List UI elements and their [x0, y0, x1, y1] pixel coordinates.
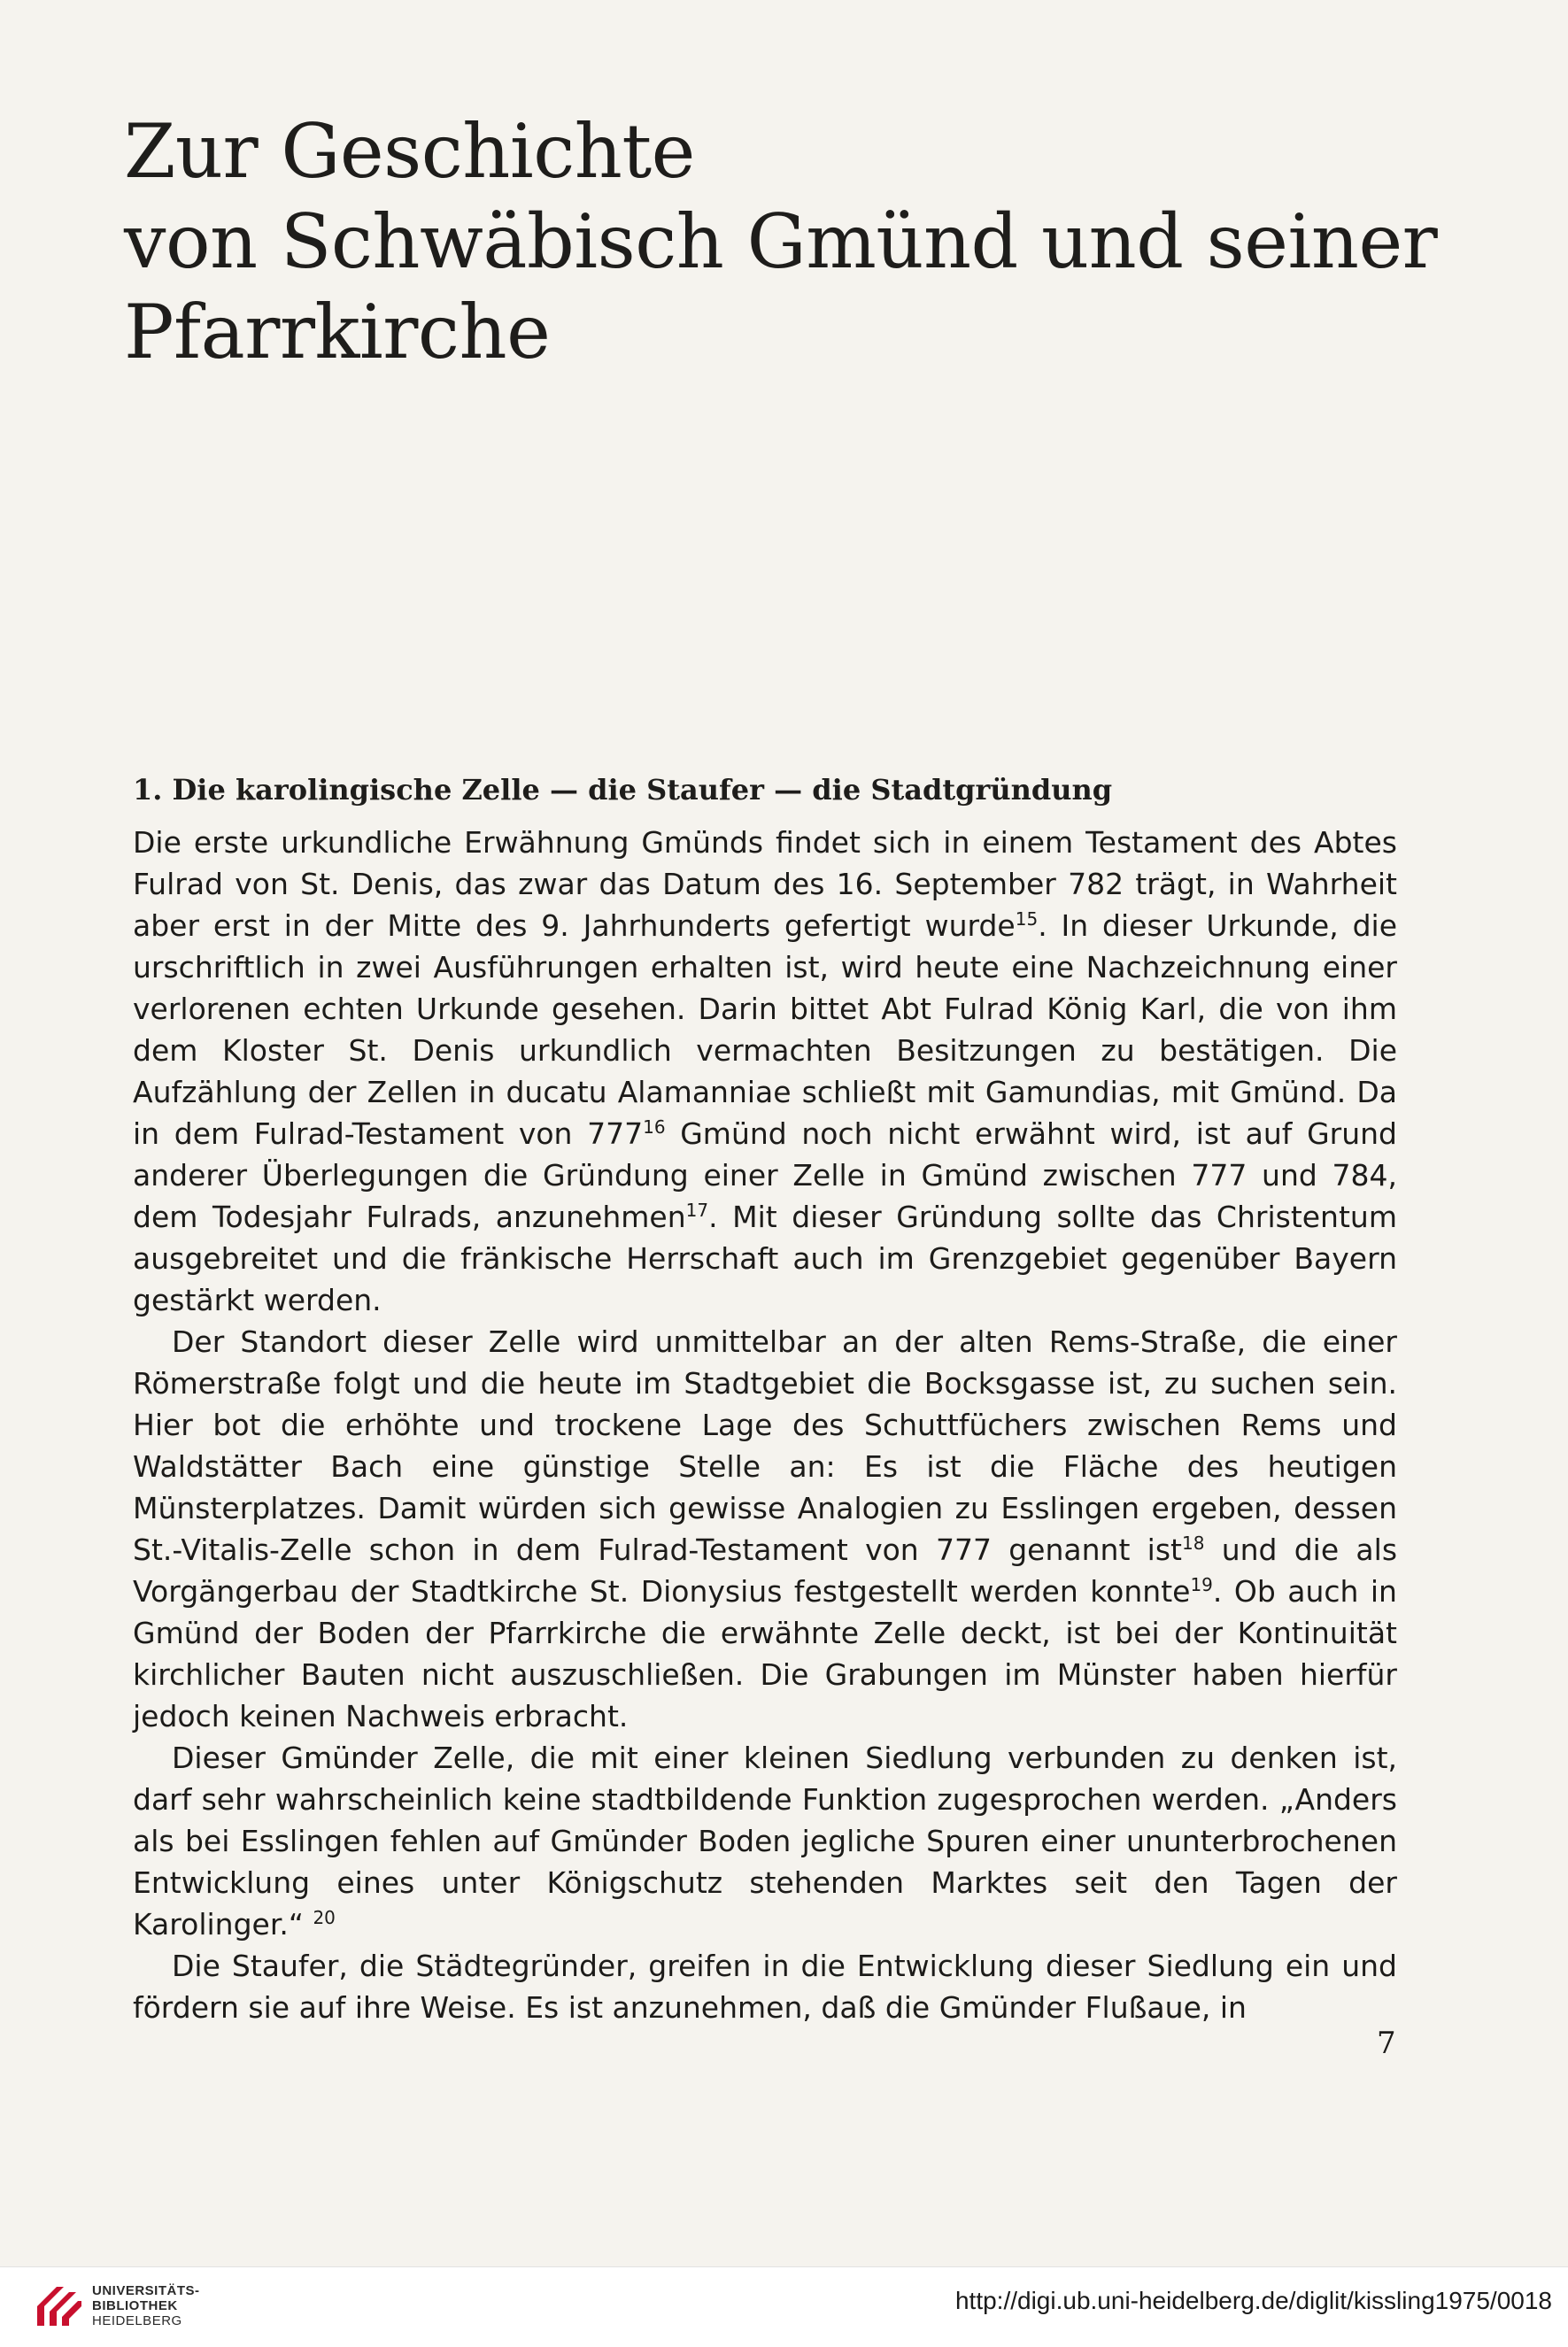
library-name-line: HEIDELBERG	[92, 2313, 182, 2328]
chapter-title-line: Zur Geschichte	[124, 108, 695, 195]
library-name	[92, 2283, 200, 2328]
library-logo-icon	[34, 2280, 85, 2331]
library-name-line: BIBLIOTHEK	[92, 2298, 178, 2313]
body-paragraph	[133, 822, 1397, 1321]
library-name-line: UNIVERSITÄTS-	[92, 2283, 200, 2298]
body-text-run: Die Staufer, die Städtegründer, greifen in die Entwicklung dieser Siedlung ein und fördern sie auf ihre Weise. Es ist anzunehmen, daß die Gmünder Flußaue, in	[133, 1949, 1397, 2025]
footnote-reference: 20	[313, 1907, 336, 1928]
body-text-run: Dieser Gmünder Zelle, die mit einer kleinen Siedlung verbunden zu denken ist, darf sehr wahrscheinlich keine stadtbildende Funktion zugesprochen werden. „Anders als bei Esslingen fehlen auf Gmünder Boden jegliche Spuren einer ununterbrochenen Entwicklung eines unter Königschutz stehenden Marktes seit den Tagen der Karolinger.“	[133, 1741, 1397, 1942]
body-text	[133, 822, 1397, 2028]
footnote-reference: 19	[1190, 1574, 1213, 1595]
body-text-run: und die als Vorgängerbau der Stadtkirche St. Dionysius festgestellt werden konnte	[133, 1532, 1398, 1609]
body-text-run: . In dieser Urkunde, die urschriftlich in zwei Ausführungen erhalten ist, wird heute eine Nachzeichnung einer verlorenen echten Urkunde gesehen. Darin bittet Abt Fulrad König Karl, die von ihm dem Kloster St. Denis urkundlich vermachten Besitzungen zu bestätigen. Die Aufzählung der Zellen in ducatu Alamanniae schließt mit Gamundias, mit Gmünd. Da in dem Fulrad-Testament von 777	[133, 908, 1397, 1151]
chapter-title-line: von Schwäbisch Gmünd und seiner	[124, 198, 1438, 285]
chapter-title-line: Pfarrkirche	[124, 289, 551, 375]
body-paragraph	[133, 1737, 1397, 1945]
body-text-run: Gmünd noch nicht erwähnt wird, ist auf Grund anderer Überlegungen die Gründung einer Zelle in Gmünd zwischen 777 und 784, dem Todesjahr Fulrads, anzunehmen	[133, 1116, 1397, 1234]
body-text-run: Die erste urkundliche Erwähnung Gmünds findet sich in einem Testament des Abtes Fulrad von St. Denis, das zwar das Datum des 16. September 782 trägt, in Wahrheit aber erst in der Mitte des 9. Jahrhunderts gefertigt wurde	[133, 825, 1397, 943]
page-number: 7	[1377, 2026, 1396, 2061]
footnote-reference: 15	[1015, 908, 1039, 930]
footnote-reference: 18	[1181, 1532, 1205, 1554]
source-url-link[interactable]: http://digi.ub.uni-heidelberg.de/diglit/kissling1975/0018	[954, 2287, 1552, 2314]
footnote-reference: 17	[685, 1200, 709, 1221]
footnote-reference: 16	[643, 1116, 666, 1138]
body-text-run: Der Standort dieser Zelle wird unmittelbar an der alten Rems-Straße, die einer Römerstraße folgt und die heute im Stadtgebiet die Bocksgasse ist, zu suchen sein. Hier bot die erhöhte und trockene Lage des Schuttfüchers zwischen Rems und Waldstätter Bach eine günstige Stelle an: Es ist die Fläche des heutigen Münsterplatzes. Damit würden sich gewisse Analogien zu Esslingen ergeben, dessen St.-Vitalis-Zelle schon in dem Fulrad-Testament von 777 genannt ist	[133, 1324, 1397, 1567]
section-heading: 1. Die karolingische Zelle — die Staufer — die Stadtgründung	[133, 773, 1113, 807]
body-text-run: . Ob auch in Gmünd der Boden der Pfarrkirche die erwähnte Zelle deckt, ist bei der Kontinuität kirchlicher Bauten nicht auszuschließen. Die Grabungen im Münster haben hierfür jedoch keinen Nachweis erbracht.	[133, 1574, 1397, 1733]
body-paragraph	[133, 1945, 1397, 2028]
footer-bar	[0, 2266, 1568, 2347]
chapter-title	[124, 106, 1437, 377]
body-text-run: . Mit dieser Gründung sollte das Christentum ausgebreitet und die fränkische Herrschaft auch im Grenzgebiet gegenüber Bayern gestärkt werden.	[133, 1200, 1397, 1317]
body-paragraph	[133, 1321, 1397, 1737]
